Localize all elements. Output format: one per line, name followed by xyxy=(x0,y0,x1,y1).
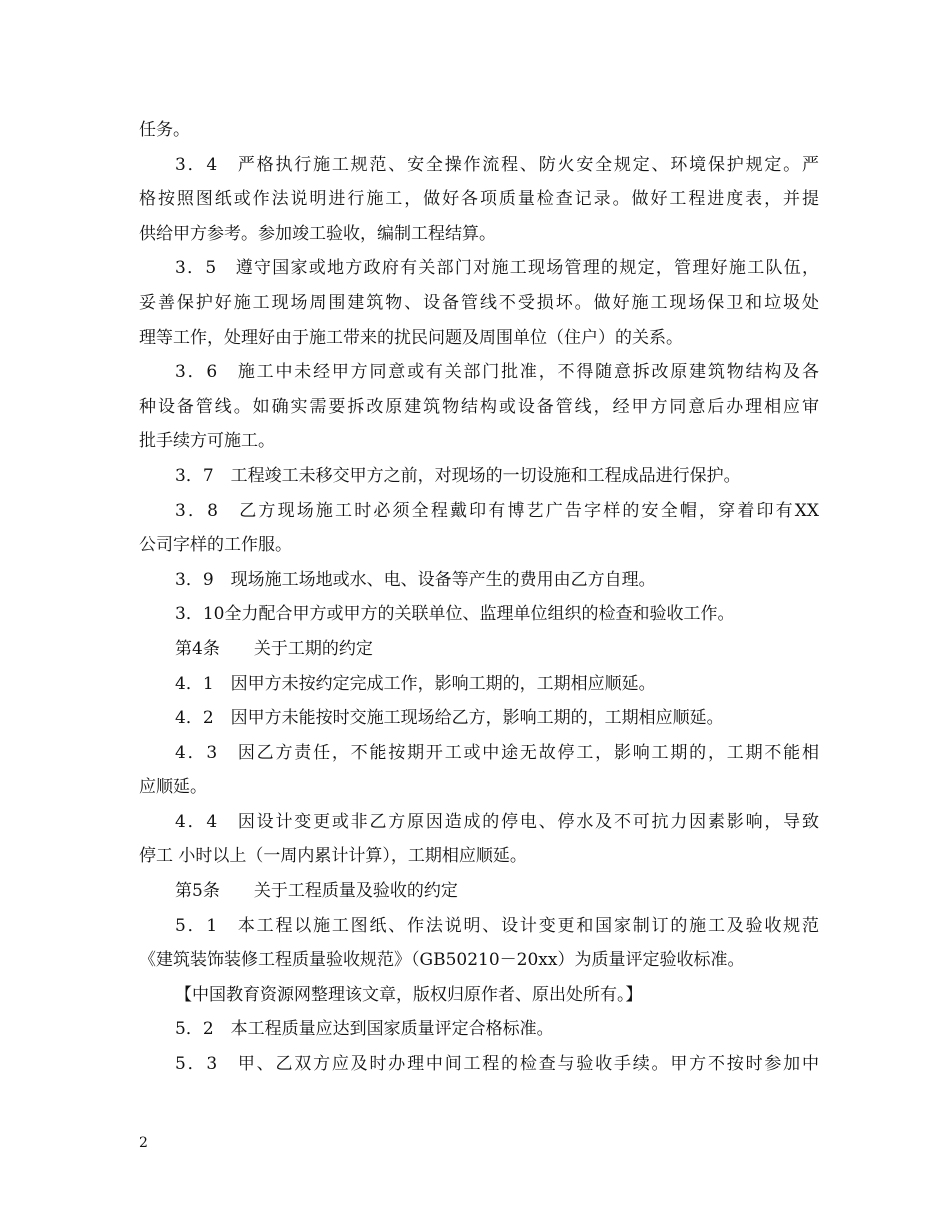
text-line: 5．3 甲、乙双方应及时办理中间工程的检查与验收手续。甲方不按时参加中 xyxy=(175,1054,819,1075)
text-line: 3．5 遵守国家或地方政府有关部门对施工现场管理的规定，管理好施工队伍， xyxy=(175,258,819,279)
text-line: 5．2 本工程质量应达到国家质量评定合格标准。 xyxy=(175,1019,554,1040)
text-line: 3．7 工程竣工未移交甲方之前，对现场的一切设施和工程成品进行保护。 xyxy=(175,465,741,486)
text-line: 停工 小时以上（一周内累计计算），工期相应顺延。 xyxy=(139,846,527,867)
text-line: 4．1 因甲方未按约定完成工作，影响工期的，工期相应顺延。 xyxy=(175,673,656,694)
text-line: 3．9 现场施工场地或水、电、设备等产生的费用由乙方自理。 xyxy=(175,569,656,590)
text-line: 理等工作，处理好由于施工带来的扰民问题及周围单位（住户）的关系。 xyxy=(139,327,683,348)
text-line: 3．6 施工中未经甲方同意或有关部门批准，不得随意拆改原建筑物结构及各 xyxy=(175,362,819,383)
text-line: 格按照图纸或作法说明进行施工，做好各项质量检查记录。做好工程进度表，并提 xyxy=(139,189,819,210)
text-line: 供给甲方参考。参加竣工验收，编制工程结算。 xyxy=(139,223,496,244)
page-number: 2 xyxy=(139,1135,148,1151)
text-line: 种设备管线。如确实需要拆改原建筑物结构或设备管线，经甲方同意后办理相应审 xyxy=(139,396,819,417)
text-line: 4．3 因乙方责任，不能按期开工或中途无故停工，影响工期的，工期不能相 xyxy=(175,742,819,763)
text-line: 4．2 因甲方未能按时交施工现场给乙方，影响工期的，工期相应顺延。 xyxy=(175,708,724,729)
text-line: 任务。 xyxy=(139,120,190,140)
text-line: 3．10全力配合甲方或甲方的关联单位、监理单位组织的检查和验收工作。 xyxy=(175,604,735,625)
text-line: 公司字样的工作服。 xyxy=(139,535,292,556)
text-line: 第4条 关于工期的约定 xyxy=(175,638,373,659)
text-line: 【中国教育资源网整理该文章，版权归原作者、原出处所有。】 xyxy=(175,984,643,1005)
text-line: 应顺延。 xyxy=(139,777,207,798)
text-line: 5．1 本工程以施工图纸、作法说明、设计变更和国家制订的施工及验收规范 xyxy=(175,915,819,936)
text-line: 《建筑装饰装修工程质量验收规范》（GB50210－20xx）为质量评定验收标准。 xyxy=(139,950,745,971)
text-line: 第5条 关于工程质量及验收的约定 xyxy=(175,881,458,902)
text-line: 4．4 因设计变更或非乙方原因造成的停电、停水及不可抗力因素影响，导致 xyxy=(175,811,819,832)
document-body xyxy=(139,113,819,1082)
text-line: 妥善保护好施工现场周围建筑物、设备管线不受损坏。做好施工现场保卫和垃圾处 xyxy=(139,292,819,313)
text-line: 批手续方可施工。 xyxy=(139,431,275,452)
text-line: 3．8 乙方现场施工时必须全程戴印有博艺广告字样的安全帽，穿着印有XX xyxy=(175,500,819,521)
text-line: 3．4 严格执行施工规范、安全操作流程、防火安全规定、环境保护规定。严 xyxy=(175,154,819,175)
